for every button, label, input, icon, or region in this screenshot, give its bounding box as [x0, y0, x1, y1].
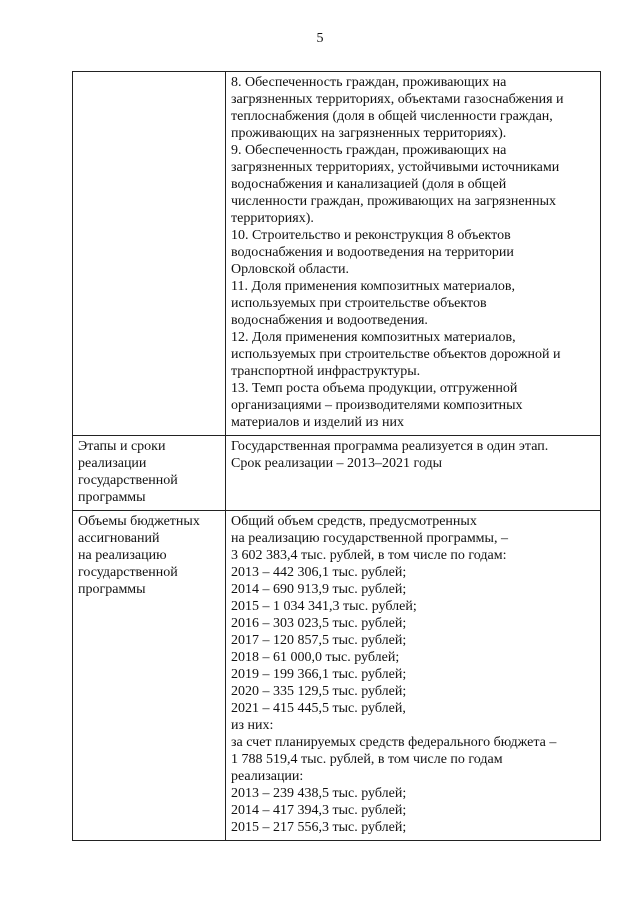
text-line: водоснабжения и водоотведения.: [231, 313, 428, 328]
label-line: на реализацию: [78, 548, 167, 563]
text-line: проживающих на загрязненных территориях).: [231, 126, 507, 141]
table-row: [73, 436, 601, 511]
label-line: ассигнований: [78, 531, 160, 546]
text-line: 11. Доля применения композитных материалов,: [231, 279, 516, 294]
year-line: 2013 – 442 306,1 тыс. рублей;: [231, 565, 407, 580]
text-line: водоснабжения и канализацией (доля в общей: [231, 177, 507, 192]
label-line: государственной: [78, 473, 178, 488]
text-line: Государственная программа реализуется в один этап.: [231, 439, 549, 454]
text-line: территориях).: [231, 211, 314, 226]
text-line: водоснабжения и водоотведения на территории: [231, 245, 514, 260]
text-line: 9. Обеспеченность граждан, проживающих на: [231, 143, 507, 158]
table-row: [73, 511, 601, 841]
table-row: [73, 72, 601, 436]
indicator-item-12: [231, 329, 595, 380]
budget-label-cell: [73, 511, 226, 841]
text-line: 1 788 519,4 тыс. рублей, в том числе по годам: [231, 752, 503, 767]
label-line: государственной: [78, 565, 178, 580]
text-line: загрязненных территориях, объектами газоснабжения и: [231, 92, 564, 107]
indicator-item-10: [231, 227, 595, 278]
label-line: Объемы бюджетных: [78, 514, 200, 529]
text-line: из них:: [231, 718, 274, 733]
text-line: на реализацию государственной программы, –: [231, 531, 508, 546]
text-line: Общий объем средств, предусмотренных: [231, 514, 477, 529]
stages-label-cell: [73, 436, 226, 511]
text-line: материалов и изделий из них: [231, 415, 404, 430]
year-line: 2021 – 415 445,5 тыс. рублей,: [231, 701, 406, 716]
text-line: транспортной инфраструктуры.: [231, 364, 421, 379]
text-line: используемых при строительстве объектов дорожной и: [231, 347, 561, 362]
budget-value-cell: [226, 511, 601, 841]
year-line: 2017 – 120 857,5 тыс. рублей;: [231, 633, 407, 648]
year-line: 2014 – 690 913,9 тыс. рублей;: [231, 582, 407, 597]
year-line: 2018 – 61 000,0 тыс. рублей;: [231, 650, 400, 665]
text-line: реализации:: [231, 769, 304, 784]
text-line: загрязненных территориях, устойчивыми источниками: [231, 160, 560, 175]
stages-value-cell: [226, 436, 601, 511]
text-line: теплоснабжения (доля в общей численности граждан,: [231, 109, 553, 124]
indicator-item-9: [231, 142, 595, 227]
text-line: организациями – производителями композитных: [231, 398, 523, 413]
text-line: 8. Обеспеченность граждан, проживающих на: [231, 75, 507, 90]
year-line: 2019 – 199 366,1 тыс. рублей;: [231, 667, 407, 682]
passport-table: [72, 71, 601, 841]
label-line: Этапы и сроки: [78, 439, 166, 454]
indicator-item-11: [231, 278, 595, 329]
label-line: программы: [78, 582, 146, 597]
year-line: 2015 – 1 034 341,3 тыс. рублей;: [231, 599, 417, 614]
text-line: используемых при строительстве объектов: [231, 296, 487, 311]
label-line: реализации: [78, 456, 147, 471]
indicator-item-8: [231, 74, 595, 142]
text-line: за счет планируемых средств федерального бюджета –: [231, 735, 557, 750]
indicators-cell: [226, 72, 601, 436]
text-line: 3 602 383,4 тыс. рублей, в том числе по годам:: [231, 548, 507, 563]
year-line: 2014 – 417 394,3 тыс. рублей;: [231, 803, 407, 818]
label-line: программы: [78, 490, 146, 505]
text-line: 10. Строительство и реконструкция 8 объектов: [231, 228, 511, 243]
indicator-item-13: [231, 380, 595, 431]
year-line: 2016 – 303 023,5 тыс. рублей;: [231, 616, 407, 631]
row1-label-cell: [73, 72, 226, 436]
indicators-list: [231, 74, 595, 431]
text-line: 12. Доля применения композитных материалов,: [231, 330, 516, 345]
text-line: Орловской области.: [231, 262, 350, 277]
year-line: 2020 – 335 129,5 тыс. рублей;: [231, 684, 407, 699]
text-line: численности граждан, проживающих на загрязненных: [231, 194, 557, 209]
text-line: Срок реализации – 2013–2021 годы: [231, 456, 443, 471]
year-line: 2013 – 239 438,5 тыс. рублей;: [231, 786, 407, 801]
year-line: 2015 – 217 556,3 тыс. рублей;: [231, 820, 407, 835]
text-line: 13. Темп роста объема продукции, отгруженной: [231, 381, 518, 396]
page-number: 5: [316, 31, 324, 46]
